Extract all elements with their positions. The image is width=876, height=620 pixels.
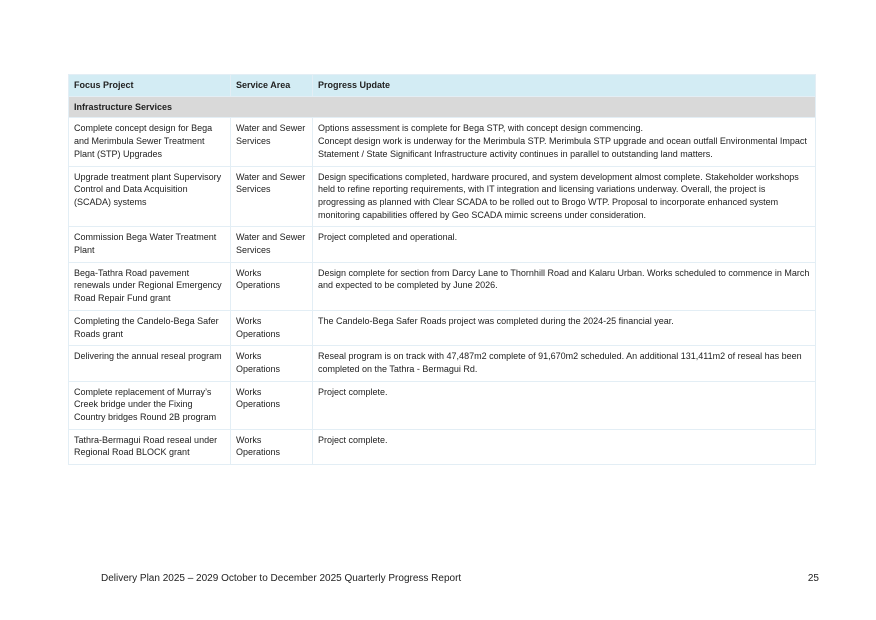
progress-update-text: Design complete for section from Darcy Lane to Thornhill Road and Kalaru Urban. Works scheduled to commence in March and expected to be completed by June 2026. xyxy=(318,267,810,291)
service-area-cell: Works Operations xyxy=(231,262,313,310)
service-area-cell: Water and Sewer Services xyxy=(231,227,313,262)
progress-table xyxy=(68,74,816,465)
service-area-cell: Works Operations xyxy=(231,310,313,345)
progress-update-cell xyxy=(313,262,816,310)
progress-update-cell xyxy=(313,166,816,227)
focus-project-cell: Upgrade treatment plant Supervisory Control and Data Acquisition (SCADA) systems xyxy=(69,166,231,227)
service-area-cell: Works Operations xyxy=(231,381,313,429)
table-row xyxy=(69,227,816,262)
table-row xyxy=(69,346,816,381)
table-row xyxy=(69,118,816,166)
focus-project-cell: Delivering the annual reseal program xyxy=(69,346,231,381)
focus-project-cell: Completing the Candelo-Bega Safer Roads grant xyxy=(69,310,231,345)
progress-update-text: Reseal program is on track with 47,487m2 complete of 91,670m2 scheduled. An additional 131,411m2 of reseal has been completed on the Tathra - Bermagui Rd. xyxy=(318,351,802,374)
table-row xyxy=(69,429,816,464)
focus-project-cell: Bega-Tathra Road pavement renewals under Regional Emergency Road Repair Fund grant xyxy=(69,262,231,310)
table-header-row xyxy=(69,75,816,97)
service-area-cell: Works Operations xyxy=(231,346,313,381)
service-area-cell: Water and Sewer Services xyxy=(231,118,313,166)
focus-project-cell: Commission Bega Water Treatment Plant xyxy=(69,227,231,262)
table-row xyxy=(69,310,816,345)
progress-update-cell xyxy=(313,381,816,429)
page-number: 25 xyxy=(807,573,819,584)
footer-title: Delivery Plan 2025 – 2029 October to December 2025 Quarterly Progress Report xyxy=(101,573,462,584)
header-service-area: Service Area xyxy=(231,75,313,97)
focus-project-cell: Tathra-Bermagui Road reseal under Regional Road BLOCK grant xyxy=(69,429,231,464)
progress-update-cell xyxy=(313,227,816,262)
header-focus-project: Focus Project xyxy=(69,75,231,97)
progress-update-text: Project complete. xyxy=(318,386,388,397)
progress-update-text: Project complete. xyxy=(318,434,388,445)
table-row xyxy=(69,381,816,429)
section-row xyxy=(69,96,816,118)
progress-update-text: Design specifications completed, hardware procured, and system development almost complete. Stakeholder workshops held to refine reporting requirements, with IT integration and licensing variations underway. Overall, the project is progressing as planned with Clear SCADA to be rolled out to Brogo WTP. Proposal to incorporate enhanced system monitoring capabilities offered by Geo SCADA mimic screens under consideration. xyxy=(318,171,799,220)
progress-update-text: Project completed and operational. xyxy=(318,232,458,243)
section-title: Infrastructure Services xyxy=(69,96,816,118)
header-progress-update: Progress Update xyxy=(313,75,816,97)
progress-update-cell xyxy=(313,118,816,166)
table-row xyxy=(69,166,816,227)
focus-project-cell: Complete replacement of Murray’s Creek bridge under the Fixing Country bridges Round 2B program xyxy=(69,381,231,429)
progress-update-text: The Candelo-Bega Safer Roads project was completed during the 2024-25 financial year. xyxy=(318,315,674,326)
progress-update-text: Options assessment is complete for Bega STP, with concept design commencing. xyxy=(318,123,643,134)
progress-update-cell xyxy=(313,429,816,464)
progress-update-cell xyxy=(313,310,816,345)
progress-update-text: Concept design work is underway for the Merimbula STP. Merimbula STP upgrade and ocean outfall Environmental Impact Statement / State Significant Infrastructure activity continues in parallel to outstanding land matters. xyxy=(318,136,807,159)
table-row xyxy=(69,262,816,310)
progress-update-cell xyxy=(313,346,816,381)
focus-project-cell: Complete concept design for Bega and Merimbula Sewer Treatment Plant (STP) Upgrades xyxy=(69,118,231,166)
service-area-cell: Water and Sewer Services xyxy=(231,166,313,227)
service-area-cell: Works Operations xyxy=(231,429,313,464)
